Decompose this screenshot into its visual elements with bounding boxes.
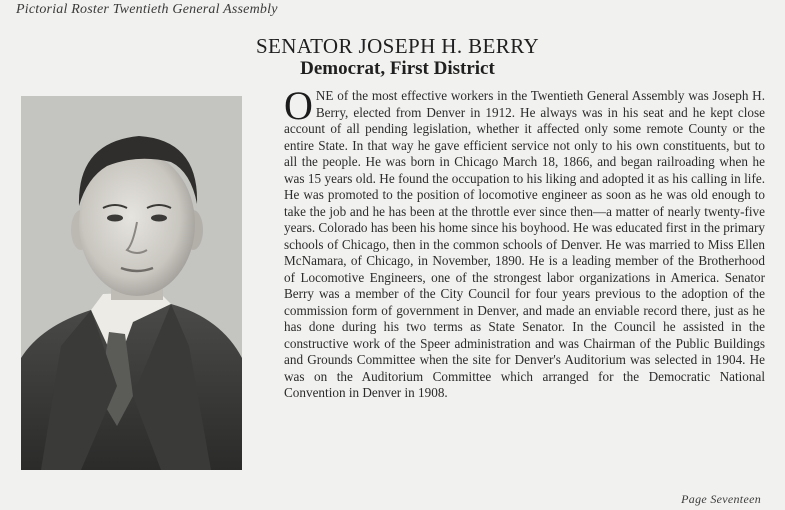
page-number: Page Seventeen: [681, 492, 761, 506]
running-head: Pictorial Roster Twentieth General Assembly: [16, 2, 278, 17]
portrait-photo: [21, 96, 242, 470]
biography-text: [284, 83, 765, 402]
page-subtitle: Democrat, First District: [300, 58, 495, 79]
drop-cap: O: [284, 83, 313, 128]
biography-body: NE of the most effective workers in the Twentieth General Assembly was Joseph H. Berry, elected from Denver in 1912. He always was in his seat and he kept close account of all pending legislation, whether it affected only some remote County or the entire State. In that way he gave efficient service not only to his own constituents, but to all the people. He was born in Chicago March 18, 1866, and began railroading when he was 15 years old. He found the occupation to his liking and adopted it as his calling in life. He was promoted to the position of locomotive engineer as soon as he was old enough to take the job and he has been at the throttle ever since then—a matter of nearly twenty-five years. Colorado has been his home since his boyhood. He was educated first in the primary schools of Chicago, then in the common schools of Denver. He was married to Miss Ellen McNamara, of Chicago, in November, 1890. He is a leading member of the Brotherhood of Locomotive Engineers, one of the strongest labor organizations in America. Senator Berry was a member of the City Council for four years previous to the adoption of the commission form of government in Denver, and made an enviable record there, just as he has done during his two terms as State Senator. In the Council he assisted in the constructive work of the Speer administration and was Chairman of the Public Buildings and Grounds Committee when the site for Denver's Auditorium was selected in 1904. He was on the Auditorium Committee which arranged for the Democratic National Convention in Denver in 1908.: [284, 88, 765, 400]
page-title: SENATOR JOSEPH H. BERRY: [255, 34, 540, 58]
